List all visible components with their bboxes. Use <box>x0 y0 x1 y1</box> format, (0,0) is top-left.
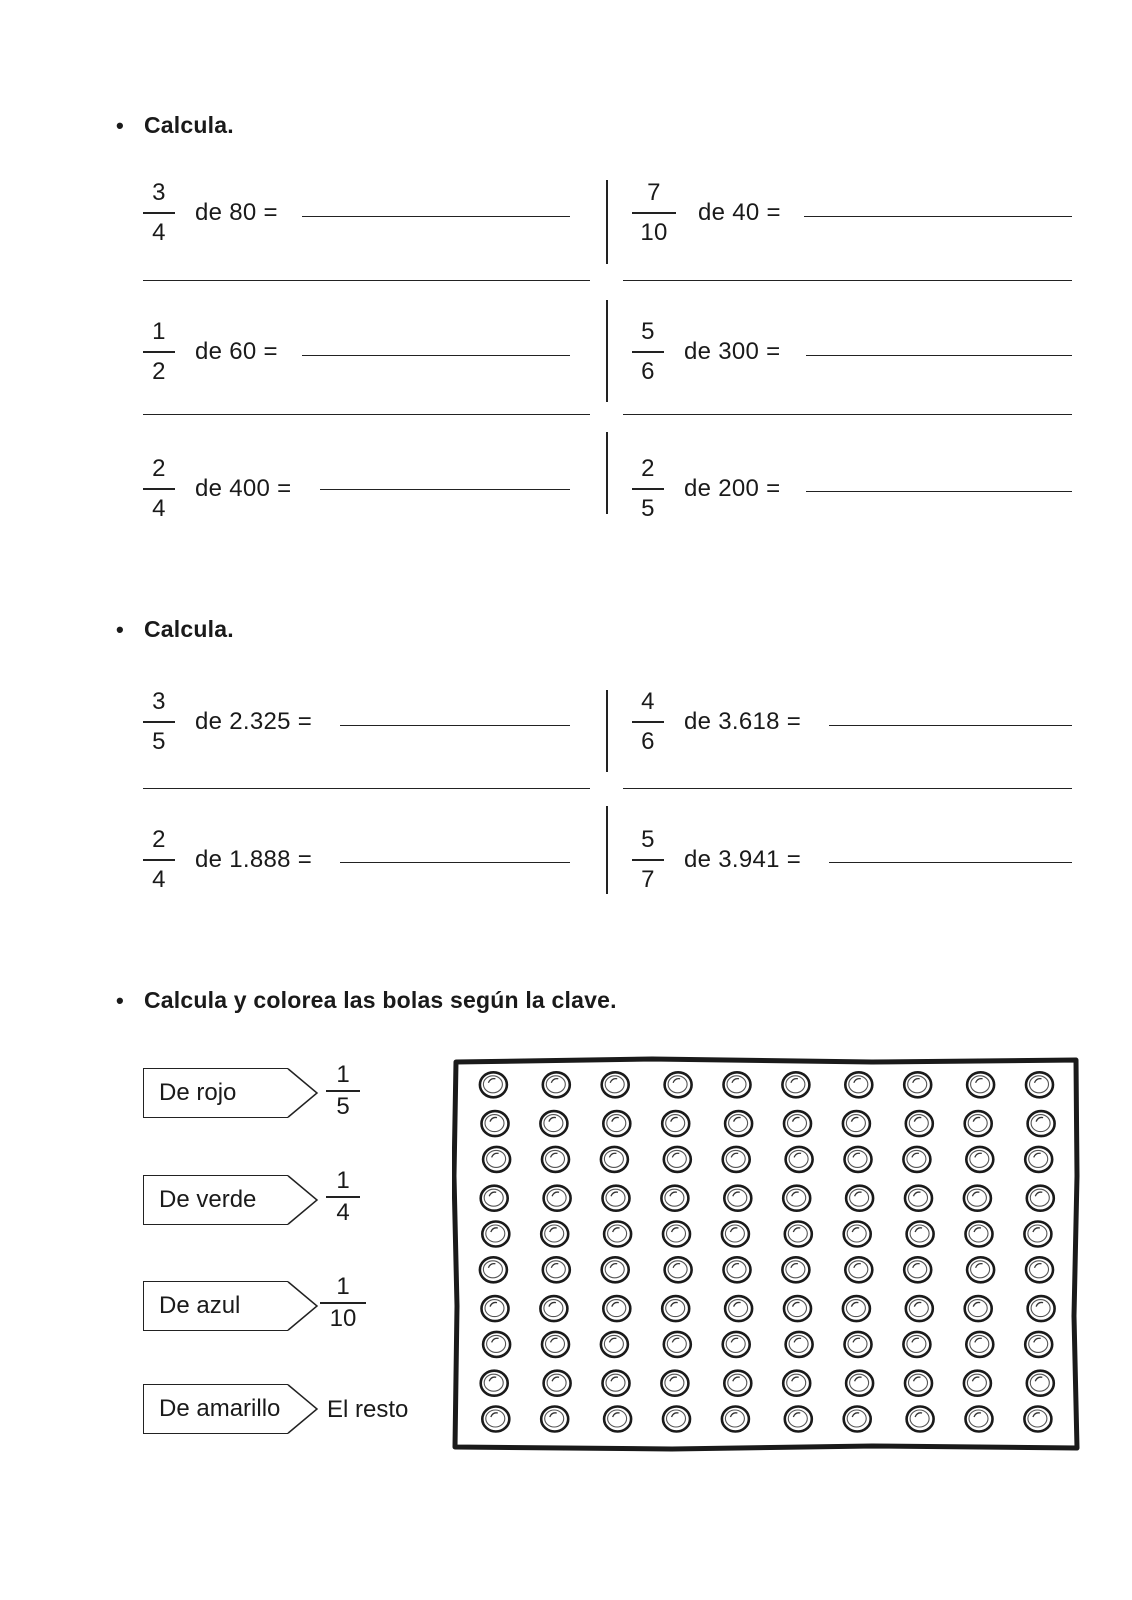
ball[interactable] <box>1027 1186 1054 1211</box>
ball[interactable] <box>603 1111 630 1136</box>
ball[interactable] <box>1024 1407 1051 1432</box>
ball[interactable] <box>661 1371 688 1396</box>
ball[interactable] <box>724 1257 751 1282</box>
expression: de 3.618 = <box>684 708 802 735</box>
ball[interactable] <box>1025 1147 1052 1172</box>
section-2-heading: • Calcula. <box>116 616 234 642</box>
ball[interactable] <box>966 1407 993 1432</box>
key-label: De amarillo <box>159 1395 281 1422</box>
ball[interactable] <box>903 1332 930 1357</box>
ball[interactable] <box>907 1407 934 1432</box>
answer-blank[interactable] <box>302 355 570 356</box>
ball[interactable] <box>662 1296 689 1321</box>
ball[interactable] <box>481 1186 508 1211</box>
ball[interactable] <box>601 1332 628 1357</box>
fraction: 3 5 <box>143 687 175 757</box>
ball[interactable] <box>542 1332 569 1357</box>
bullet: • <box>116 988 124 1013</box>
balls-grid <box>452 1056 1080 1452</box>
arrow-tip-icon <box>287 1175 319 1225</box>
ball[interactable] <box>845 1147 872 1172</box>
column-divider <box>606 300 608 402</box>
problem <box>632 687 1072 767</box>
answer-blank[interactable] <box>806 355 1072 356</box>
expression: de 40 = <box>698 199 781 226</box>
ball[interactable] <box>784 1111 811 1136</box>
ball[interactable] <box>602 1257 629 1282</box>
ball[interactable] <box>906 1296 933 1321</box>
ball[interactable] <box>785 1222 812 1247</box>
ball[interactable] <box>904 1257 931 1282</box>
expression: de 60 = <box>195 338 278 365</box>
ball[interactable] <box>967 1257 994 1282</box>
ball[interactable] <box>663 1407 690 1432</box>
fraction: 4 6 <box>632 687 664 757</box>
ball[interactable] <box>542 1147 569 1172</box>
ball[interactable] <box>965 1296 992 1321</box>
problem <box>143 687 583 767</box>
ball[interactable] <box>543 1072 570 1097</box>
work-line[interactable] <box>623 280 1072 281</box>
work-line[interactable] <box>623 414 1072 415</box>
key-label: De azul <box>159 1292 241 1319</box>
ball[interactable] <box>480 1257 507 1282</box>
expression: de 400 = <box>195 475 292 502</box>
fraction: 3 4 <box>143 178 175 248</box>
ball[interactable] <box>481 1371 508 1396</box>
ball[interactable] <box>907 1222 934 1247</box>
ball[interactable] <box>843 1111 870 1136</box>
fraction: 7 10 <box>632 178 676 248</box>
ball[interactable] <box>783 1186 810 1211</box>
answer-blank[interactable] <box>829 725 1072 726</box>
ball[interactable] <box>544 1186 571 1211</box>
ball[interactable] <box>782 1072 809 1097</box>
expression: de 2.325 = <box>195 708 313 735</box>
ball[interactable] <box>725 1111 752 1136</box>
bullet: • <box>116 617 124 642</box>
problem <box>143 317 583 397</box>
ball[interactable] <box>843 1296 870 1321</box>
ball[interactable] <box>663 1222 690 1247</box>
ball[interactable] <box>604 1407 631 1432</box>
ball[interactable] <box>662 1111 689 1136</box>
expression: de 3.941 = <box>684 846 802 873</box>
answer-blank[interactable] <box>340 725 570 726</box>
ball[interactable] <box>603 1371 630 1396</box>
column-divider <box>606 690 608 772</box>
ball[interactable] <box>724 1072 751 1097</box>
key-label: De verde <box>159 1186 257 1213</box>
expression: de 300 = <box>684 338 781 365</box>
key-label-box <box>143 1068 288 1118</box>
answer-blank[interactable] <box>804 216 1072 217</box>
ball[interactable] <box>665 1257 692 1282</box>
problem <box>143 178 583 258</box>
answer-blank[interactable] <box>829 862 1072 863</box>
fraction: 2 4 <box>143 825 175 895</box>
bullet: • <box>116 113 124 138</box>
ball[interactable] <box>966 1332 993 1357</box>
ball[interactable] <box>603 1186 630 1211</box>
ball[interactable] <box>846 1371 873 1396</box>
problem <box>632 454 1072 534</box>
ball[interactable] <box>966 1222 993 1247</box>
ball[interactable] <box>1026 1257 1053 1282</box>
ball[interactable] <box>1028 1111 1055 1136</box>
ball[interactable] <box>845 1257 872 1282</box>
ball[interactable] <box>664 1147 691 1172</box>
ball[interactable] <box>540 1296 567 1321</box>
key-label: De rojo <box>159 1079 237 1106</box>
ball[interactable] <box>540 1111 567 1136</box>
ball[interactable] <box>483 1332 510 1357</box>
ball[interactable] <box>1026 1072 1053 1097</box>
ball[interactable] <box>543 1257 570 1282</box>
column-divider <box>606 806 608 894</box>
ball[interactable] <box>665 1072 692 1097</box>
column-divider <box>606 180 608 264</box>
problem <box>143 825 583 905</box>
ball[interactable] <box>722 1222 749 1247</box>
ball[interactable] <box>602 1072 629 1097</box>
fraction: 2 5 <box>632 454 664 524</box>
ball[interactable] <box>724 1186 751 1211</box>
ball[interactable] <box>784 1296 811 1321</box>
ball[interactable] <box>604 1222 631 1247</box>
section-1-heading: • Calcula. <box>116 112 234 138</box>
ball[interactable] <box>967 1072 994 1097</box>
ball[interactable] <box>846 1186 873 1211</box>
key-fraction: 1 5 <box>326 1060 360 1122</box>
ball[interactable] <box>722 1407 749 1432</box>
ball[interactable] <box>905 1371 932 1396</box>
expression: de 80 = <box>195 199 278 226</box>
ball[interactable] <box>1024 1222 1051 1247</box>
ball[interactable] <box>906 1111 933 1136</box>
ball[interactable] <box>544 1371 571 1396</box>
ball[interactable] <box>601 1147 628 1172</box>
problem <box>143 454 583 534</box>
ball[interactable] <box>965 1111 992 1136</box>
ball[interactable] <box>723 1147 750 1172</box>
ball[interactable] <box>541 1222 568 1247</box>
ball[interactable] <box>482 1407 509 1432</box>
ball[interactable] <box>724 1371 751 1396</box>
section-3-heading: • Calcula y colorea las bolas según la clave. <box>116 987 617 1013</box>
answer-blank[interactable] <box>806 491 1072 492</box>
expression: de 1.888 = <box>195 846 313 873</box>
ball[interactable] <box>603 1296 630 1321</box>
key-label-box <box>143 1384 288 1434</box>
ball[interactable] <box>482 1296 509 1321</box>
ball[interactable] <box>1027 1371 1054 1396</box>
ball[interactable] <box>786 1332 813 1357</box>
work-line[interactable] <box>143 280 590 281</box>
work-line[interactable] <box>623 788 1072 789</box>
ball[interactable] <box>664 1332 691 1357</box>
ball[interactable] <box>845 1332 872 1357</box>
key-rest-text: El resto <box>327 1396 409 1423</box>
ball[interactable] <box>964 1371 991 1396</box>
key-label-box <box>143 1175 288 1225</box>
ball[interactable] <box>482 1222 509 1247</box>
ball[interactable] <box>844 1222 871 1247</box>
ball[interactable] <box>661 1186 688 1211</box>
ball[interactable] <box>541 1407 568 1432</box>
arrow-tip-icon <box>287 1068 319 1118</box>
answer-blank[interactable] <box>320 489 570 490</box>
ball[interactable] <box>723 1332 750 1357</box>
key-label-box <box>143 1281 288 1331</box>
key-fraction: 1 4 <box>326 1166 360 1228</box>
ball[interactable] <box>1025 1332 1052 1357</box>
ball[interactable] <box>966 1147 993 1172</box>
ball[interactable] <box>844 1407 871 1432</box>
arrow-tip-icon <box>287 1281 319 1331</box>
ball[interactable] <box>483 1147 510 1172</box>
ball[interactable] <box>480 1072 507 1097</box>
ball[interactable] <box>964 1186 991 1211</box>
fraction: 5 7 <box>632 825 664 895</box>
ball[interactable] <box>905 1186 932 1211</box>
ball[interactable] <box>725 1296 752 1321</box>
ball[interactable] <box>1028 1296 1055 1321</box>
ball[interactable] <box>782 1257 809 1282</box>
arrow-tip-icon <box>287 1384 319 1434</box>
ball[interactable] <box>482 1111 509 1136</box>
fraction: 5 6 <box>632 317 664 387</box>
key-fraction: 1 10 <box>320 1272 366 1334</box>
fraction: 2 4 <box>143 454 175 524</box>
problem <box>632 178 1072 258</box>
ball[interactable] <box>903 1147 930 1172</box>
work-line[interactable] <box>143 788 590 789</box>
expression: de 200 = <box>684 475 781 502</box>
work-line[interactable] <box>143 414 590 415</box>
answer-blank[interactable] <box>340 862 570 863</box>
ball[interactable] <box>785 1407 812 1432</box>
problem <box>632 825 1072 905</box>
ball[interactable] <box>904 1072 931 1097</box>
ball[interactable] <box>845 1072 872 1097</box>
column-divider <box>606 432 608 514</box>
fraction: 1 2 <box>143 317 175 387</box>
answer-blank[interactable] <box>302 216 570 217</box>
problem <box>632 317 1072 397</box>
ball[interactable] <box>783 1371 810 1396</box>
ball[interactable] <box>786 1147 813 1172</box>
